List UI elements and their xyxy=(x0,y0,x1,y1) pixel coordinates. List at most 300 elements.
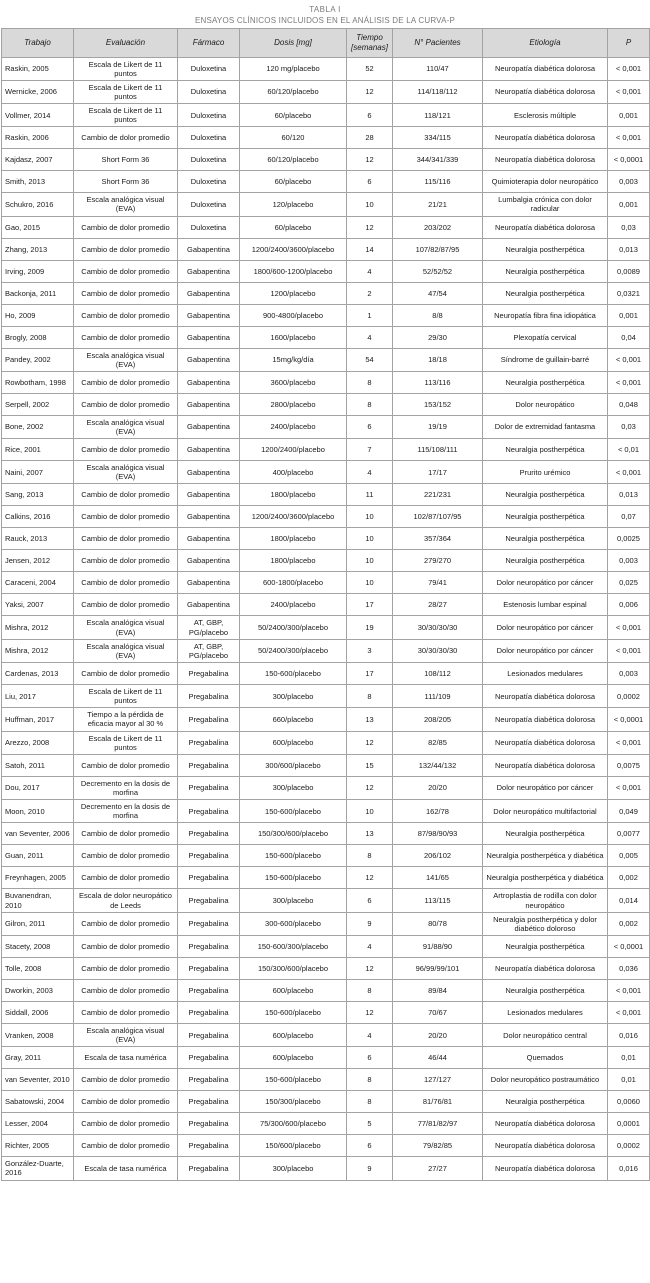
table-cell: 8 xyxy=(347,845,393,867)
table-cell: Pregabalina xyxy=(178,754,240,776)
table-cell: Caraceni, 2004 xyxy=(2,572,74,594)
table-cell: Neuralgia postherpética xyxy=(483,371,608,393)
table-cell: Neuropatía diabética dolorosa xyxy=(483,685,608,708)
table-cell: Pregabalina xyxy=(178,912,240,935)
table-cell: Escala analógica visual (EVA) xyxy=(74,348,178,371)
table-cell: 14 xyxy=(347,238,393,260)
table-cell: 8 xyxy=(347,393,393,415)
table-cell: Neuralgia postherpética xyxy=(483,550,608,572)
table-cell: Rauck, 2013 xyxy=(2,528,74,550)
table-cell: 6 xyxy=(347,1135,393,1157)
table-row xyxy=(2,1047,650,1069)
column-header: Etiología xyxy=(483,29,608,58)
table-row xyxy=(2,1024,650,1047)
table-cell: Cambio de dolor promedio xyxy=(74,550,178,572)
table-cell: Sang, 2013 xyxy=(2,484,74,506)
table-row xyxy=(2,1113,650,1135)
table-cell: Duloxetina xyxy=(178,193,240,216)
table-cell: Pregabalina xyxy=(178,1157,240,1180)
table-cell: 7 xyxy=(347,439,393,461)
table-cell: Lesser, 2004 xyxy=(2,1113,74,1135)
table-cell: Cambio de dolor promedio xyxy=(74,506,178,528)
table-cell: 600/placebo xyxy=(240,980,347,1002)
table-cell: Cambio de dolor promedio xyxy=(74,958,178,980)
table-cell: 60/120 xyxy=(240,127,347,149)
table-cell: 120 mg/placebo xyxy=(240,57,347,80)
table-cell: 0,0002 xyxy=(608,1135,650,1157)
table-cell: 60/120/placebo xyxy=(240,149,347,171)
table-cell: 1800/placebo xyxy=(240,550,347,572)
table-cell: 87/98/90/93 xyxy=(393,823,483,845)
table-cell: 0,048 xyxy=(608,393,650,415)
table-row xyxy=(2,550,650,572)
table-cell: 0,001 xyxy=(608,304,650,326)
table-body xyxy=(2,57,650,1180)
table-cell: 1200/2400/placebo xyxy=(240,439,347,461)
table-cell: 279/270 xyxy=(393,550,483,572)
table-cell: 4 xyxy=(347,260,393,282)
table-cell: 150-600/placebo xyxy=(240,1069,347,1091)
table-cell: Stacety, 2008 xyxy=(2,936,74,958)
table-cell: 600-1800/placebo xyxy=(240,572,347,594)
table-row xyxy=(2,572,650,594)
table-cell: 600/placebo xyxy=(240,1024,347,1047)
clinical-trials-table xyxy=(1,28,650,1181)
table-cell: Gabapentina xyxy=(178,393,240,415)
table-cell: 0,0025 xyxy=(608,528,650,550)
table-cell: Cambio de dolor promedio xyxy=(74,393,178,415)
table-cell: Escala analógica visual (EVA) xyxy=(74,1024,178,1047)
table-cell: 6 xyxy=(347,1047,393,1069)
table-cell: 0,0077 xyxy=(608,823,650,845)
table-cell: 8/8 xyxy=(393,304,483,326)
table-row xyxy=(2,708,650,731)
table-cell: 50/2400/300/placebo xyxy=(240,639,347,662)
table-cell: Cambio de dolor promedio xyxy=(74,528,178,550)
column-header: Evaluación xyxy=(74,29,178,58)
table-cell: 60/placebo xyxy=(240,171,347,193)
table-cell: Wernicke, 2006 xyxy=(2,80,74,103)
table-cell: Pregabalina xyxy=(178,980,240,1002)
table-cell: Huffman, 2017 xyxy=(2,708,74,731)
table-row xyxy=(2,1091,650,1113)
table-cell: < 0,001 xyxy=(608,639,650,662)
table-cell: 0,014 xyxy=(608,889,650,912)
table-cell: 96/99/99/101 xyxy=(393,958,483,980)
column-header: Tiempo [semanas] xyxy=(347,29,393,58)
table-cell: Yaksi, 2007 xyxy=(2,594,74,616)
table-cell: 3600/placebo xyxy=(240,371,347,393)
table-cell: Neuropatía diabética dolorosa xyxy=(483,958,608,980)
table-row xyxy=(2,193,650,216)
table-cell: 52/52/52 xyxy=(393,260,483,282)
table-cell: Dolor neuropático central xyxy=(483,1024,608,1047)
table-cell: Cambio de dolor promedio xyxy=(74,326,178,348)
table-row xyxy=(2,1002,650,1024)
column-header: Dosis [mg] xyxy=(240,29,347,58)
table-cell: 153/152 xyxy=(393,393,483,415)
table-cell: 77/81/82/97 xyxy=(393,1113,483,1135)
table-cell: 10 xyxy=(347,572,393,594)
table-cell: Lesionados medulares xyxy=(483,663,608,685)
table-row xyxy=(2,528,650,550)
table-cell: Guan, 2011 xyxy=(2,845,74,867)
table-cell: < 0,001 xyxy=(608,1002,650,1024)
table-cell: Cambio de dolor promedio xyxy=(74,663,178,685)
table-cell: 12 xyxy=(347,216,393,238)
table-cell: Pregabalina xyxy=(178,958,240,980)
table-row xyxy=(2,282,650,304)
table-cell: 115/108/111 xyxy=(393,439,483,461)
table-cell: Brogly, 2008 xyxy=(2,326,74,348)
table-row xyxy=(2,260,650,282)
table-cell: Neuropatía diabética dolorosa xyxy=(483,731,608,754)
table-cell: Cambio de dolor promedio xyxy=(74,216,178,238)
table-cell: 3 xyxy=(347,639,393,662)
table-cell: Lumbalgia crónica con dolor radicular xyxy=(483,193,608,216)
table-cell: < 0,0001 xyxy=(608,149,650,171)
table-cell: 300/600/placebo xyxy=(240,754,347,776)
table-row xyxy=(2,867,650,889)
table-cell: Dolor neuropático postraumático xyxy=(483,1069,608,1091)
table-cell: 300-600/placebo xyxy=(240,912,347,935)
table-cell: AT, GBP, PG/placebo xyxy=(178,639,240,662)
column-header: N° Pacientes xyxy=(393,29,483,58)
table-cell: 6 xyxy=(347,104,393,127)
table-cell: Neuropatía diabética dolorosa xyxy=(483,1113,608,1135)
table-cell: Escala analógica visual (EVA) xyxy=(74,639,178,662)
table-row xyxy=(2,1157,650,1180)
table-cell: Escala de dolor neuropático de Leeds xyxy=(74,889,178,912)
table-row xyxy=(2,594,650,616)
table-row xyxy=(2,685,650,708)
table-cell: Gabapentina xyxy=(178,282,240,304)
table-cell: Liu, 2017 xyxy=(2,685,74,708)
table-cell: < 0,001 xyxy=(608,980,650,1002)
table-cell: Kajdasz, 2007 xyxy=(2,149,74,171)
table-cell: 206/102 xyxy=(393,845,483,867)
table-cell: 81/76/81 xyxy=(393,1091,483,1113)
table-cell: Rice, 2001 xyxy=(2,439,74,461)
table-cell: Cambio de dolor promedio xyxy=(74,260,178,282)
table-cell: Cardenas, 2013 xyxy=(2,663,74,685)
table-row xyxy=(2,800,650,823)
table-cell: 17 xyxy=(347,594,393,616)
table-cell: Smith, 2013 xyxy=(2,171,74,193)
table-cell: Pregabalina xyxy=(178,663,240,685)
table-cell: 114/118/112 xyxy=(393,80,483,103)
table-cell: Irving, 2009 xyxy=(2,260,74,282)
table-cell: Duloxetina xyxy=(178,127,240,149)
table-cell: Quimioterapia dolor neuropático xyxy=(483,171,608,193)
table-cell: 8 xyxy=(347,371,393,393)
table-cell: 111/109 xyxy=(393,685,483,708)
table-cell: 0,04 xyxy=(608,326,650,348)
table-cell: 0,01 xyxy=(608,1069,650,1091)
table-cell: Duloxetina xyxy=(178,171,240,193)
table-cell: Dolor neuropático por cáncer xyxy=(483,639,608,662)
table-cell: Richter, 2005 xyxy=(2,1135,74,1157)
table-cell: Cambio de dolor promedio xyxy=(74,936,178,958)
table-cell: Tolle, 2008 xyxy=(2,958,74,980)
table-cell: Pregabalina xyxy=(178,1002,240,1024)
table-cell: Neuralgia postherpética xyxy=(483,1091,608,1113)
table-cell: 1200/2400/3600/placebo xyxy=(240,238,347,260)
table-cell: Dolor neuropático por cáncer xyxy=(483,776,608,799)
table-cell: Pandey, 2002 xyxy=(2,348,74,371)
table-cell: 107/82/87/95 xyxy=(393,238,483,260)
table-row xyxy=(2,639,650,662)
table-row xyxy=(2,776,650,799)
table-cell: Cambio de dolor promedio xyxy=(74,1113,178,1135)
table-row xyxy=(2,149,650,171)
table-cell: Pregabalina xyxy=(178,685,240,708)
table-cell: Neuropatía diabética dolorosa xyxy=(483,57,608,80)
table-cell: Buvanendran, 2010 xyxy=(2,889,74,912)
table-cell: Esclerosis múltiple xyxy=(483,104,608,127)
table-cell: Duloxetina xyxy=(178,216,240,238)
table-cell: 29/30 xyxy=(393,326,483,348)
table-cell: 150/300/placebo xyxy=(240,1091,347,1113)
table-cell: 1600/placebo xyxy=(240,326,347,348)
table-cell: Cambio de dolor promedio xyxy=(74,823,178,845)
table-row xyxy=(2,980,650,1002)
table-cell: 4 xyxy=(347,1024,393,1047)
table-cell: 18/18 xyxy=(393,348,483,371)
table-cell: 150/600/placebo xyxy=(240,1135,347,1157)
table-cell: Cambio de dolor promedio xyxy=(74,1002,178,1024)
table-cell: 357/364 xyxy=(393,528,483,550)
table-row xyxy=(2,304,650,326)
table-cell: Pregabalina xyxy=(178,867,240,889)
table-cell: Artroplastia de rodilla con dolor neuropático xyxy=(483,889,608,912)
table-cell: Escala de Likert de 11 puntos xyxy=(74,685,178,708)
table-cell: Naini, 2007 xyxy=(2,461,74,484)
table-cell: 600/placebo xyxy=(240,731,347,754)
table-cell: Neuropatía diabética dolorosa xyxy=(483,80,608,103)
table-cell: Cambio de dolor promedio xyxy=(74,371,178,393)
table-cell: 12 xyxy=(347,867,393,889)
table-cell: van Seventer, 2010 xyxy=(2,1069,74,1091)
table-cell: Short Form 36 xyxy=(74,149,178,171)
table-cell: 0,049 xyxy=(608,800,650,823)
table-cell: 150/300/600/placebo xyxy=(240,958,347,980)
table-cell: 0,03 xyxy=(608,216,650,238)
table-cell: Gabapentina xyxy=(178,528,240,550)
table-cell: < 0,001 xyxy=(608,348,650,371)
table-cell: Pregabalina xyxy=(178,1047,240,1069)
table-cell: Gabapentina xyxy=(178,238,240,260)
table-cell: Pregabalina xyxy=(178,800,240,823)
table-cell: Neuralgia postherpética y dolor diabético doloroso xyxy=(483,912,608,935)
table-cell: Escala de Likert de 11 puntos xyxy=(74,80,178,103)
table-cell: Gabapentina xyxy=(178,260,240,282)
table-cell: < 0,001 xyxy=(608,461,650,484)
table-cell: 17/17 xyxy=(393,461,483,484)
table-cell: Escala analógica visual (EVA) xyxy=(74,193,178,216)
table-cell: 52 xyxy=(347,57,393,80)
table-row xyxy=(2,823,650,845)
table-row xyxy=(2,845,650,867)
table-cell: Gray, 2011 xyxy=(2,1047,74,1069)
table-cell: Cambio de dolor promedio xyxy=(74,867,178,889)
table-cell: Gabapentina xyxy=(178,439,240,461)
table-cell: Freynhagen, 2005 xyxy=(2,867,74,889)
table-cell: Neuropatía diabética dolorosa xyxy=(483,708,608,731)
table-cell: Gabapentina xyxy=(178,304,240,326)
table-cell: Dou, 2017 xyxy=(2,776,74,799)
table-cell: 1800/600-1200/placebo xyxy=(240,260,347,282)
table-cell: Neuropatía diabética dolorosa xyxy=(483,127,608,149)
table-cell: 0,0002 xyxy=(608,685,650,708)
table-cell: Quemados xyxy=(483,1047,608,1069)
table-cell: Neuropatía diabética dolorosa xyxy=(483,754,608,776)
table-cell: < 0,0001 xyxy=(608,708,650,731)
table-row xyxy=(2,415,650,438)
table-cell: Vollmer, 2014 xyxy=(2,104,74,127)
table-cell: Pregabalina xyxy=(178,936,240,958)
table-cell: < 0,001 xyxy=(608,616,650,639)
table-cell: 1200/placebo xyxy=(240,282,347,304)
table-cell: 75/300/600/placebo xyxy=(240,1113,347,1135)
table-cell: Pregabalina xyxy=(178,1069,240,1091)
table-cell: Dolor neuropático xyxy=(483,393,608,415)
table-cell: 0,002 xyxy=(608,867,650,889)
table-cell: Cambio de dolor promedio xyxy=(74,754,178,776)
table-cell: Gabapentina xyxy=(178,484,240,506)
table-cell: Calkins, 2016 xyxy=(2,506,74,528)
table-cell: Gao, 2015 xyxy=(2,216,74,238)
table-row xyxy=(2,439,650,461)
table-cell: 150-600/placebo xyxy=(240,845,347,867)
table-cell: 150-600/300/placebo xyxy=(240,936,347,958)
table-cell: 300/placebo xyxy=(240,1157,347,1180)
table-cell: 0,016 xyxy=(608,1024,650,1047)
table-cell: 46/44 xyxy=(393,1047,483,1069)
table-cell: < 0,01 xyxy=(608,439,650,461)
table-cell: 203/202 xyxy=(393,216,483,238)
table-cell: Gabapentina xyxy=(178,348,240,371)
table-cell: 0,07 xyxy=(608,506,650,528)
table-cell: < 0,001 xyxy=(608,371,650,393)
table-cell: Sabatowski, 2004 xyxy=(2,1091,74,1113)
table-cell: Cambio de dolor promedio xyxy=(74,1135,178,1157)
table-cell: 10 xyxy=(347,550,393,572)
table-cell: 300/placebo xyxy=(240,889,347,912)
table-cell: < 0,001 xyxy=(608,731,650,754)
table-cell: Gilron, 2011 xyxy=(2,912,74,935)
table-cell: 28 xyxy=(347,127,393,149)
table-cell: 1 xyxy=(347,304,393,326)
table-cell: Rowbotham, 1998 xyxy=(2,371,74,393)
table-row xyxy=(2,889,650,912)
table-row xyxy=(2,104,650,127)
table-cell: 82/85 xyxy=(393,731,483,754)
table-cell: Escala analógica visual (EVA) xyxy=(74,415,178,438)
table-cell: Bone, 2002 xyxy=(2,415,74,438)
table-cell: 344/341/339 xyxy=(393,149,483,171)
table-cell: 0,003 xyxy=(608,550,650,572)
table-cell: 21/21 xyxy=(393,193,483,216)
column-header: Trabajo xyxy=(2,29,74,58)
table-cell: Moon, 2010 xyxy=(2,800,74,823)
table-row xyxy=(2,912,650,935)
table-cell: 0,002 xyxy=(608,912,650,935)
table-cell: Gabapentina xyxy=(178,550,240,572)
table-cell: Cambio de dolor promedio xyxy=(74,127,178,149)
table-cell: Pregabalina xyxy=(178,1024,240,1047)
table-row xyxy=(2,80,650,103)
table-cell: Neuralgia postherpética xyxy=(483,823,608,845)
table-cell: < 0,001 xyxy=(608,776,650,799)
table-cell: 0,03 xyxy=(608,415,650,438)
table-cell: Neuralgia postherpética xyxy=(483,484,608,506)
table-cell: 13 xyxy=(347,708,393,731)
table-cell: 108/112 xyxy=(393,663,483,685)
table-cell: 8 xyxy=(347,1069,393,1091)
table-cell: 80/78 xyxy=(393,912,483,935)
table-cell: 9 xyxy=(347,1157,393,1180)
table-cell: 5 xyxy=(347,1113,393,1135)
table-cell: 12 xyxy=(347,731,393,754)
table-cell: 0,01 xyxy=(608,1047,650,1069)
table-cell: Neuralgia postherpética xyxy=(483,936,608,958)
table-cell: 115/116 xyxy=(393,171,483,193)
table-cell: Neuralgia postherpética xyxy=(483,260,608,282)
table-cell: 30/30/30/30 xyxy=(393,616,483,639)
table-cell: 10 xyxy=(347,193,393,216)
table-cell: Dolor neuropático por cáncer xyxy=(483,616,608,639)
table-header-row xyxy=(2,29,650,58)
table-cell: Neuralgia postherpética y diabética xyxy=(483,867,608,889)
table-cell: Estenosis lumbar espinal xyxy=(483,594,608,616)
table-cell: < 0,001 xyxy=(608,127,650,149)
table-cell: 162/78 xyxy=(393,800,483,823)
table-row xyxy=(2,1135,650,1157)
table-cell: Jensen, 2012 xyxy=(2,550,74,572)
table-cell: Neuropatía diabética dolorosa xyxy=(483,1157,608,1180)
table-cell: Schukro, 2016 xyxy=(2,193,74,216)
table-cell: 0,003 xyxy=(608,171,650,193)
table-cell: 6 xyxy=(347,171,393,193)
table-cell: 0,036 xyxy=(608,958,650,980)
table-cell: 0,003 xyxy=(608,663,650,685)
table-cell: Raskin, 2005 xyxy=(2,57,74,80)
table-cell: 30/30/30/30 xyxy=(393,639,483,662)
table-cell: 1800/placebo xyxy=(240,484,347,506)
table-cell: 0,0321 xyxy=(608,282,650,304)
table-cell: 2 xyxy=(347,282,393,304)
table-cell: 150-600/placebo xyxy=(240,800,347,823)
table-cell: Pregabalina xyxy=(178,731,240,754)
table-cell: 70/67 xyxy=(393,1002,483,1024)
table-cell: Zhang, 2013 xyxy=(2,238,74,260)
table-cell: 600/placebo xyxy=(240,1047,347,1069)
table-cell: Gabapentina xyxy=(178,572,240,594)
table-row xyxy=(2,936,650,958)
table-cell: 8 xyxy=(347,685,393,708)
table-cell: Arezzo, 2008 xyxy=(2,731,74,754)
table-cell: 0,0001 xyxy=(608,1113,650,1135)
table-cell: Pregabalina xyxy=(178,1113,240,1135)
table-cell: 91/88/90 xyxy=(393,936,483,958)
table-cell: Neuralgia postherpética xyxy=(483,439,608,461)
table-cell: 17 xyxy=(347,663,393,685)
table-cell: 0,001 xyxy=(608,193,650,216)
table-cell: 113/116 xyxy=(393,371,483,393)
table-cell: 50/2400/300/placebo xyxy=(240,616,347,639)
table-cell: 12 xyxy=(347,80,393,103)
